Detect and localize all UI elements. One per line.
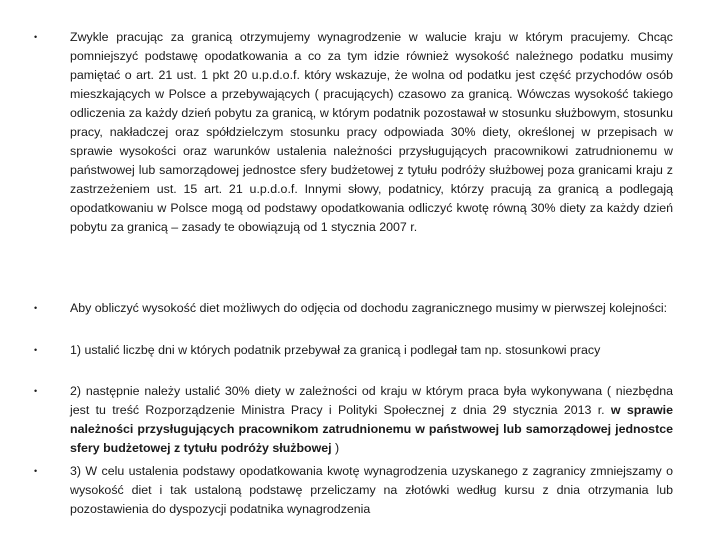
bullet-marker: • [34, 466, 38, 476]
paragraph-step-1: 1) ustalić liczbę dni w których podatnik przebywał za granicą i podlegał tam np. stosunkowi pracy [70, 343, 601, 357]
paragraph-step-3: 3) W celu ustalenia podstawy opodatkowania kwotę wynagrodzenia uzyskanego z zagranicy zmniejszamy o wysokość diet i tak ustaloną podstawę przeliczamy na złotówki według kursu z dnia otrzymania lub pozostawienia do dyspozycji podatnika wynagrodzenia [70, 464, 673, 516]
bullet-marker: • [34, 345, 38, 355]
bullet-marker: • [34, 32, 38, 42]
step-2-regulation-title: w sprawie należności przysługujących pracownikom zatrudnionemu w państwowej lub samorządowej jednostce sfery budżetowej z tytułu podróży służbowej [70, 403, 673, 455]
paragraph-tax-exemption: Zwykle pracując za granicą otrzymujemy wynagrodzenie w walucie kraju w którym pracujemy. Chcąc pomniejszyć podstawę opodatkowania a co za tym idzie również wysokość należnego podatku musimy pamiętać o art. 21 ust. 1 pkt 20 u.p.d.o.f. który wskazuje, że wolna od podatku jest część przychodów osób mieszkających w Polsce a przebywających ( pracujących) czasowo za granicą. Wówczas wysokość takiego odliczenia za każdy dzień pobytu za granicą, w którym podatnik pozostawał w stosunku służbowym, stosunku pracy, nakładczej oraz spółdzielczym stosunku pracy odpowiada 30% diety, określonej w przepisach w sprawie wysokości oraz warunków ustalenia należności przysługujących pracownikowi zatrudnionemu w państwowej lub samorządowej jednostce sfery budżetowej z tytułu podróży służbowej poza granicami kraju z zastrzeżeniem ust. 15 art. 21 u.p.d.o.f. Innymi słowy, podatnicy, którzy pracują za granicą a podlegają opodatkowaniu w Polsce mogą od podstawy opodatkowania odliczyć kwotę równą 30% diety za każdy dzień pobytu za granicą – zasady te obowiązują od 1 stycznia 2007 r. [70, 30, 673, 234]
step-2-closing: ) [331, 441, 340, 455]
paragraph-calculation-intro: Aby obliczyć wysokość diet możliwych do odjęcia od dochodu zagranicznego musimy w pierwszej kolejności: [70, 301, 668, 315]
paragraph-step-2 [70, 382, 673, 458]
bullet-marker: • [34, 386, 38, 396]
step-2-text: 2) następnie należy ustalić 30% diety w zależności od kraju w którym praca była wykonywana ( niezbędna jest tu treść Rozporządzenie Ministra Pracy i Polityki Społecznej z dnia 29 stycznia 2013 r. [70, 384, 673, 417]
bullet-marker: • [34, 303, 38, 313]
